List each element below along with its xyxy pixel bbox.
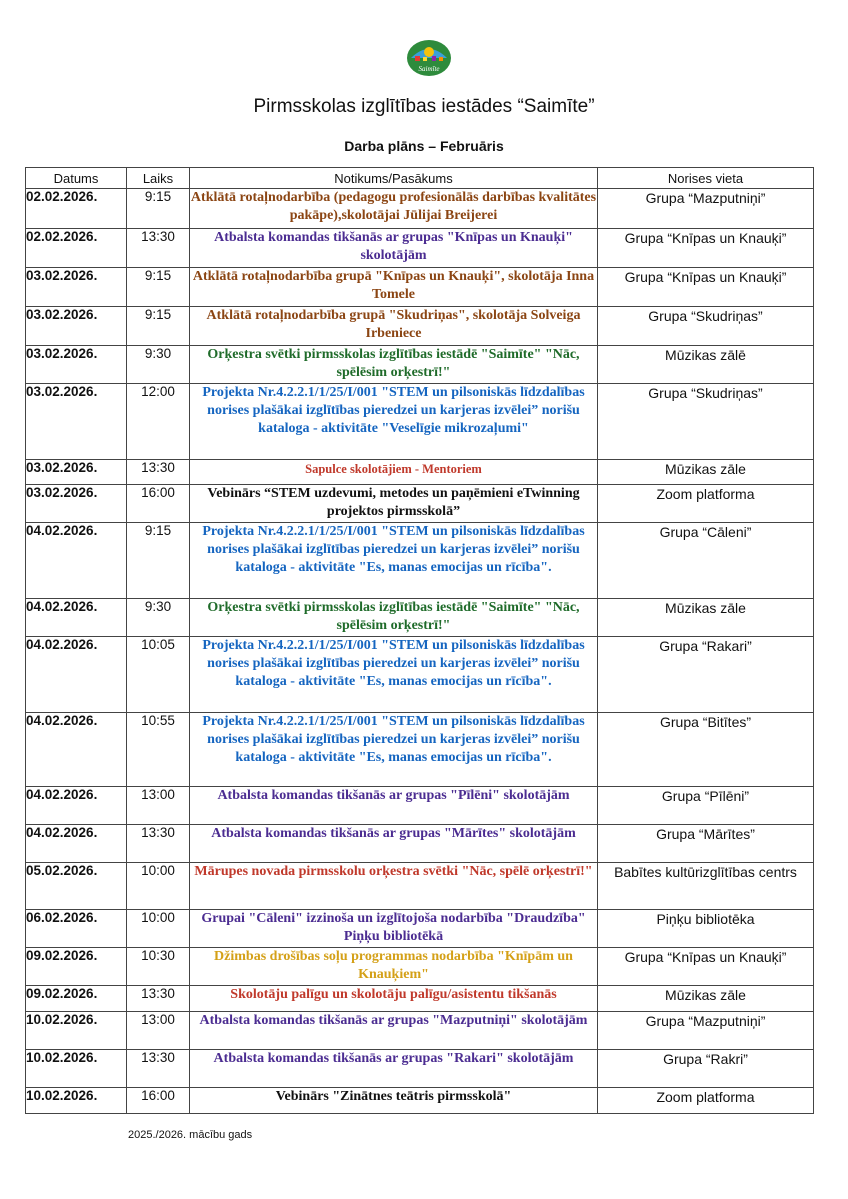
table-row	[26, 948, 814, 986]
header-date: Datums	[26, 168, 127, 189]
table-row	[26, 229, 814, 268]
row-event: Grupai "Cāleni" izzinoša un izglītojoša nodarbība "Draudzība" Piņķu bibliotēkā	[190, 910, 598, 948]
table-row	[26, 268, 814, 307]
row-place: Grupa “Rakri”	[598, 1050, 814, 1088]
row-place: Grupa “Knīpas un Knauķi”	[598, 229, 814, 268]
row-event: Orķestra svētki pirmsskolas izglītības iestādē "Saimīte" "Nāc, spēlēsim orķestrī!"	[190, 599, 598, 637]
header-place: Norises vieta	[598, 168, 814, 189]
row-place: Mūzikas zāle	[598, 986, 814, 1012]
row-time: 13:30	[127, 460, 190, 485]
row-event: Sapulce skolotājiem - Mentoriem	[190, 460, 598, 485]
header-event: Notikums/Pasākums	[190, 168, 598, 189]
table-row	[26, 523, 814, 599]
work-plan-table	[25, 167, 814, 1114]
row-time: 9:15	[127, 189, 190, 229]
row-place: Grupa “Mazputniņi”	[598, 189, 814, 229]
row-date: 04.02.2026.	[26, 599, 127, 637]
row-event: Projekta Nr.4.2.2.1/1/25/I/001 "STEM un pilsoniskās līdzdalības norises plašākai izglītības pieredzei un karjeras izvēlei” norišu kataloga - aktivitāte "Veselīgie mikrozaļumi"	[190, 384, 598, 460]
row-place: Babītes kultūrizglītības centrs	[598, 863, 814, 910]
svg-text:Saimīte: Saimīte	[418, 65, 440, 73]
table-row	[26, 307, 814, 346]
row-time: 13:00	[127, 787, 190, 825]
row-date: 09.02.2026.	[26, 948, 127, 986]
table-row	[26, 713, 814, 787]
row-date: 06.02.2026.	[26, 910, 127, 948]
row-event: Projekta Nr.4.2.2.1/1/25/I/001 "STEM un pilsoniskās līdzdalības norises plašākai izglītības pieredzei un karjeras izvēlei” norišu kataloga - aktivitāte "Es, manas emocijas un rīcība".	[190, 713, 598, 787]
row-date: 02.02.2026.	[26, 189, 127, 229]
row-event: Atbalsta komandas tikšanās ar grupas "Mazputniņi" skolotājām	[190, 1012, 598, 1050]
row-place: Grupa “Pīlēni”	[598, 787, 814, 825]
row-event: Orķestra svētki pirmsskolas izglītības iestādē "Saimīte" "Nāc, spēlēsim orķestrī!"	[190, 346, 598, 384]
row-place: Grupa “Knīpas un Knauķi”	[598, 948, 814, 986]
table-row	[26, 1088, 814, 1114]
table-row	[26, 485, 814, 523]
row-date: 10.02.2026.	[26, 1012, 127, 1050]
table-row	[26, 1012, 814, 1050]
row-event: Projekta Nr.4.2.2.1/1/25/I/001 "STEM un pilsoniskās līdzdalības norises plašākai izglītības pieredzei un karjeras izvēlei” norišu kataloga - aktivitāte "Es, manas emocijas un rīcība".	[190, 637, 598, 713]
row-event: Džimbas drošības soļu programmas nodarbība "Knīpām un Knauķiem"	[190, 948, 598, 986]
row-event: Vebinārs "Zinātnes teātris pirmsskolā"	[190, 1088, 598, 1114]
row-date: 05.02.2026.	[26, 863, 127, 910]
table-row	[26, 637, 814, 713]
row-time: 10:55	[127, 713, 190, 787]
row-place: Mūzikas zālē	[598, 346, 814, 384]
table-row	[26, 460, 814, 485]
row-place: Piņķu bibliotēka	[598, 910, 814, 948]
table-row	[26, 863, 814, 910]
table-row	[26, 189, 814, 229]
row-place: Mūzikas zāle	[598, 599, 814, 637]
table-row	[26, 825, 814, 863]
row-date: 03.02.2026.	[26, 346, 127, 384]
row-time: 10:00	[127, 910, 190, 948]
row-date: 10.02.2026.	[26, 1088, 127, 1114]
row-event: Skolotāju palīgu un skolotāju palīgu/asistentu tikšanās	[190, 986, 598, 1012]
row-place: Zoom platforma	[598, 485, 814, 523]
row-place: Mūzikas zāle	[598, 460, 814, 485]
table-header-row	[26, 168, 814, 189]
table-row	[26, 599, 814, 637]
row-event: Atbalsta komandas tikšanās ar grupas "Rakari" skolotājām	[190, 1050, 598, 1088]
table-row	[26, 986, 814, 1012]
row-place: Zoom platforma	[598, 1088, 814, 1114]
page-subtitle: Darba plāns – Februāris	[344, 138, 504, 154]
row-event: Atklātā rotaļnodarbība grupā "Skudriņas", skolotāja Solveiga Irbeniece	[190, 307, 598, 346]
row-time: 9:15	[127, 268, 190, 307]
table-row	[26, 384, 814, 460]
row-place: Grupa “Skudriņas”	[598, 384, 814, 460]
row-time: 12:00	[127, 384, 190, 460]
page-title: Pirmsskolas izglītības iestādes “Saimīte”	[253, 96, 595, 117]
row-date: 04.02.2026.	[26, 825, 127, 863]
row-date: 03.02.2026.	[26, 485, 127, 523]
table-row	[26, 1050, 814, 1088]
table-row	[26, 787, 814, 825]
saimite-logo-icon	[405, 38, 453, 78]
row-event: Atbalsta komandas tikšanās ar grupas "Knīpas un Knauķi" skolotājām	[190, 229, 598, 268]
row-date: 09.02.2026.	[26, 986, 127, 1012]
row-time: 9:30	[127, 599, 190, 637]
row-time: 10:30	[127, 948, 190, 986]
row-time: 13:30	[127, 825, 190, 863]
row-event: Mārupes novada pirmsskolu orķestra svētki "Nāc, spēlē orķestrī!"	[190, 863, 598, 910]
row-date: 04.02.2026.	[26, 787, 127, 825]
row-time: 9:15	[127, 307, 190, 346]
row-place: Grupa “Knīpas un Knauķi”	[598, 268, 814, 307]
table-row	[26, 910, 814, 948]
row-place: Grupa “Bitītes”	[598, 713, 814, 787]
row-date: 03.02.2026.	[26, 307, 127, 346]
row-time: 10:05	[127, 637, 190, 713]
row-date: 03.02.2026.	[26, 384, 127, 460]
row-time: 13:30	[127, 1050, 190, 1088]
school-year-footer: 2025./2026. mācību gads	[128, 1129, 253, 1141]
row-event: Atbalsta komandas tikšanās ar grupas "Mārītes" skolotājām	[190, 825, 598, 863]
row-place: Grupa “Mārītes”	[598, 825, 814, 863]
row-place: Grupa “Cāleni”	[598, 523, 814, 599]
row-time: 9:30	[127, 346, 190, 384]
row-event: Projekta Nr.4.2.2.1/1/25/I/001 "STEM un pilsoniskās līdzdalības norises plašākai izglītības pieredzei un karjeras izvēlei” norišu kataloga - aktivitāte "Es, manas emocijas un rīcība".	[190, 523, 598, 599]
row-event: Vebinārs “STEM uzdevumi, metodes un paņēmieni eTwinning projektos pirmsskolā”	[190, 485, 598, 523]
header-time: Laiks	[127, 168, 190, 189]
row-date: 04.02.2026.	[26, 637, 127, 713]
row-date: 03.02.2026.	[26, 460, 127, 485]
table-row	[26, 346, 814, 384]
row-event: Atklātā rotaļnodarbība (pedagogu profesionālās darbības kvalitātes pakāpe),skolotājai Jūlijai Breijerei	[190, 189, 598, 229]
row-time: 16:00	[127, 1088, 190, 1114]
row-time: 9:15	[127, 523, 190, 599]
row-date: 04.02.2026.	[26, 523, 127, 599]
row-date: 10.02.2026.	[26, 1050, 127, 1088]
row-place: Grupa “Mazputniņi”	[598, 1012, 814, 1050]
row-date: 04.02.2026.	[26, 713, 127, 787]
row-time: 10:00	[127, 863, 190, 910]
row-time: 16:00	[127, 485, 190, 523]
row-place: Grupa “Skudriņas”	[598, 307, 814, 346]
row-time: 13:00	[127, 1012, 190, 1050]
row-time: 13:30	[127, 986, 190, 1012]
row-date: 03.02.2026.	[26, 268, 127, 307]
row-date: 02.02.2026.	[26, 229, 127, 268]
row-place: Grupa “Rakari”	[598, 637, 814, 713]
row-event: Atbalsta komandas tikšanās ar grupas "Pīlēni" skolotājām	[190, 787, 598, 825]
row-event: Atklātā rotaļnodarbība grupā "Knīpas un Knauķi", skolotāja Inna Tomele	[190, 268, 598, 307]
row-time: 13:30	[127, 229, 190, 268]
